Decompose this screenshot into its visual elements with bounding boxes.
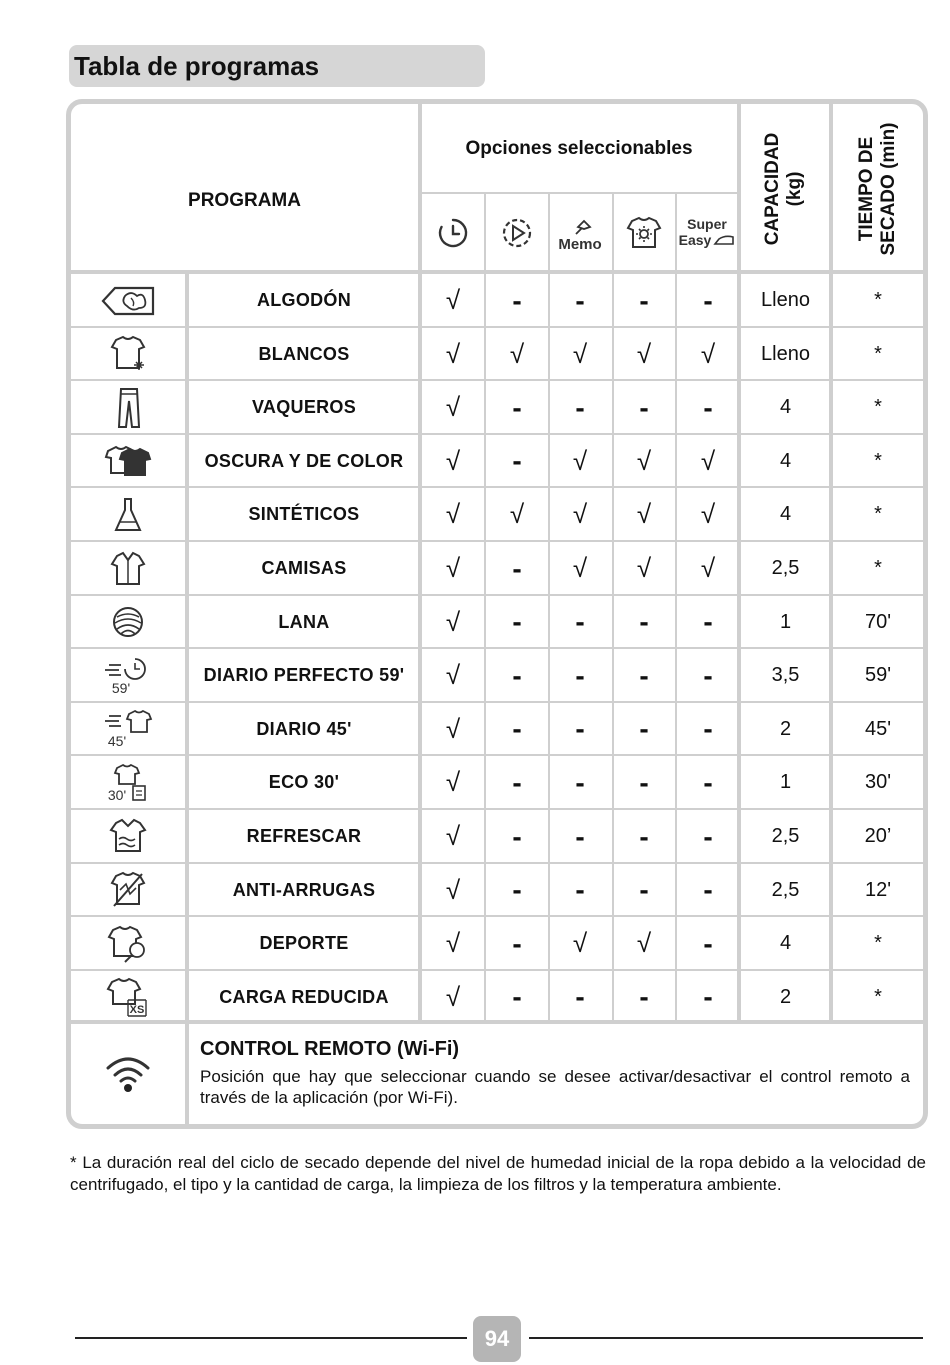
row-divider (71, 486, 923, 488)
dash-mark: - (703, 820, 713, 852)
capacity-value: 2,5 (771, 557, 800, 579)
capacity-value: 2 (779, 985, 792, 1008)
icon-label: 59' (111, 679, 131, 696)
check-mark: √ (572, 499, 588, 530)
program-row (71, 328, 923, 381)
dash-mark: - (575, 391, 585, 423)
drying-time-value: * (874, 503, 882, 526)
capacity-value: 2 (779, 717, 792, 740)
row-divider (71, 915, 923, 917)
icon-label: 30' (107, 786, 127, 803)
capacity-value: 4 (779, 503, 792, 526)
easy-label: Easy (678, 232, 712, 248)
program-name: CAMISAS (261, 558, 347, 578)
check-mark: √ (700, 338, 716, 369)
capacity-value: 2,5 (771, 878, 800, 901)
header-tiempo: TIEMPO DE SECADO (min) (856, 122, 899, 256)
row-divider (71, 862, 923, 864)
speed-45-icon (71, 703, 185, 756)
footer-rule-left (75, 1337, 467, 1339)
dash-mark: - (639, 606, 649, 638)
check-mark: √ (445, 981, 461, 1012)
dash-mark: - (575, 820, 585, 852)
dash-mark: - (639, 981, 649, 1013)
dash-mark: - (575, 284, 585, 316)
dash-mark: - (639, 713, 649, 745)
drying-time-value: * (874, 396, 882, 419)
check-mark: √ (445, 606, 461, 637)
program-row (71, 810, 923, 863)
drying-time-value: 59' (864, 664, 892, 687)
check-mark: √ (572, 338, 588, 369)
check-mark: √ (572, 928, 588, 959)
whites-shirt-icon (71, 328, 185, 381)
drying-time-value: 12' (864, 878, 892, 901)
check-mark: √ (445, 338, 461, 369)
program-row (71, 435, 923, 488)
program-row (71, 542, 923, 595)
dash-mark: - (512, 713, 522, 745)
capacity-value: Lleno (761, 289, 810, 311)
program-name: CARGA REDUCIDA (219, 986, 389, 1007)
program-name: DEPORTE (259, 933, 349, 954)
check-mark: √ (445, 928, 461, 959)
header-opciones: Opciones seleccionables (465, 138, 693, 159)
dash-mark: - (703, 391, 713, 423)
check-mark: √ (700, 445, 716, 476)
dash-mark: - (575, 874, 585, 906)
check-mark: √ (445, 285, 461, 315)
dark-clothes-icon (71, 435, 185, 488)
program-name: ECO 30' (268, 772, 340, 793)
speed-59-icon (71, 649, 185, 702)
row-divider (71, 701, 923, 703)
footer-rule-right (529, 1337, 923, 1339)
drying-time-value: 70' (864, 610, 892, 633)
drying-time-value: 20’ (864, 825, 892, 847)
capacity-value: 2,5 (771, 825, 800, 847)
dash-mark: - (512, 820, 522, 852)
check-mark: √ (445, 553, 461, 583)
memo-label: Memo (558, 236, 602, 253)
capacity-value: 4 (779, 396, 792, 419)
capacity-value: 3,5 (771, 664, 800, 687)
quick-start-icon (487, 195, 547, 271)
check-mark: √ (636, 445, 652, 476)
refresh-shirt-icon (71, 810, 185, 863)
program-row (71, 756, 923, 809)
dash-mark: - (575, 606, 585, 638)
program-name: BLANCOS (258, 343, 350, 364)
wifi-icon (71, 1024, 185, 1124)
section-title-bar (69, 45, 485, 87)
page-number: 94 (473, 1316, 521, 1362)
row-divider (71, 594, 923, 596)
dash-mark: - (512, 981, 522, 1013)
check-mark: √ (700, 499, 716, 530)
remote-title: CONTROL REMOTO (Wi-Fi) (200, 1038, 460, 1060)
check-mark: √ (636, 928, 652, 959)
program-name: SINTÉTICOS (248, 504, 360, 525)
check-mark: √ (509, 338, 525, 369)
eco-30-icon (71, 756, 185, 809)
icon-label: 45' (107, 733, 127, 750)
remote-description: Posición que hay que seleccionar cuando se desee activar/desactivar el control remoto a través de la aplicación (por Wi-Fi). (200, 1067, 910, 1107)
dash-mark: - (512, 284, 522, 316)
row-divider (71, 647, 923, 649)
program-row (71, 488, 923, 541)
dash-mark: - (512, 874, 522, 906)
cotton-tag-icon (71, 274, 185, 327)
row-divider (71, 808, 923, 810)
dash-mark: - (639, 820, 649, 852)
drying-time-value: * (874, 289, 882, 311)
anti-crease-icon (71, 864, 185, 917)
check-mark: √ (572, 553, 588, 583)
program-name: VAQUEROS (251, 397, 357, 418)
jeans-icon (71, 381, 185, 434)
drying-time-value: 30' (864, 771, 892, 794)
check-mark: √ (445, 660, 461, 691)
drying-time-value: * (874, 932, 882, 955)
dash-mark: - (703, 981, 713, 1013)
dash-mark: - (639, 284, 649, 316)
capacity-value: 4 (779, 932, 792, 955)
dash-mark: - (703, 284, 713, 316)
shirt-icon (71, 542, 185, 595)
program-name: DIARIO PERFECTO 59' (203, 665, 405, 686)
program-name: DIARIO 45' (256, 718, 352, 739)
small-load-icon (71, 971, 185, 1024)
program-row (71, 971, 923, 1024)
sport-icon (71, 917, 185, 970)
super-easy-iron-icon (677, 195, 737, 271)
program-row (71, 917, 923, 970)
drying-time-value: * (874, 557, 882, 579)
capacity-value: 1 (779, 771, 792, 794)
flask-icon (71, 488, 185, 541)
program-row (71, 864, 923, 917)
row-divider (71, 379, 923, 381)
check-mark: √ (700, 553, 716, 583)
check-mark: √ (509, 499, 525, 530)
program-name: ANTI-ARRUGAS (232, 879, 376, 900)
dash-mark: - (575, 766, 585, 798)
check-mark: √ (636, 499, 652, 530)
program-row (71, 596, 923, 649)
memo-pin-icon (550, 195, 610, 271)
program-name: LANA (278, 611, 330, 632)
program-name: OSCURA Y DE COLOR (204, 450, 404, 471)
dash-mark: - (703, 874, 713, 906)
shirt-sun-icon (614, 195, 674, 271)
divider (421, 192, 737, 194)
dash-mark: - (703, 606, 713, 638)
divider (71, 1020, 923, 1024)
header-programa: PROGRAMA (188, 190, 301, 211)
dash-mark: - (639, 659, 649, 691)
dash-mark: - (512, 927, 522, 959)
check-mark: √ (445, 392, 461, 423)
check-mark: √ (445, 874, 461, 905)
footnote: * La duración real del ciclo de secado depende del nivel de humedad inicial de la ropa debido a la velocidad de centrifugado, el tipo y la cantidad de carga, la limpieza de los filtros y la temperatura ambiente. (70, 1153, 926, 1194)
drying-time-value: 45' (864, 717, 892, 740)
dash-mark: - (639, 766, 649, 798)
dash-mark: - (639, 874, 649, 906)
dash-mark: - (703, 713, 713, 745)
program-row (71, 703, 923, 756)
check-mark: √ (445, 713, 461, 744)
dash-mark: - (512, 445, 522, 477)
row-divider (71, 969, 923, 971)
check-mark: √ (572, 445, 588, 476)
row-divider (71, 326, 923, 328)
clock-icon (423, 195, 483, 271)
dash-mark: - (703, 659, 713, 691)
program-row (71, 274, 923, 327)
dash-mark: - (703, 766, 713, 798)
dash-mark: - (512, 391, 522, 423)
drying-time-value: * (874, 342, 882, 365)
row-divider (71, 540, 923, 542)
dash-mark: - (512, 606, 522, 638)
check-mark: √ (445, 821, 461, 851)
dash-mark: - (575, 981, 585, 1013)
page-title: Tabla de programas (74, 51, 320, 81)
check-mark: √ (445, 499, 461, 530)
super-label: Super (687, 216, 727, 232)
dash-mark: - (512, 766, 522, 798)
row-divider (71, 433, 923, 435)
program-row (71, 649, 923, 702)
check-mark: √ (636, 553, 652, 583)
header-capacidad: CAPACIDAD (kg) (762, 132, 805, 246)
program-name: REFRESCAR (246, 826, 362, 846)
drying-time-value: * (874, 449, 882, 472)
check-mark: √ (445, 445, 461, 476)
program-row (71, 381, 923, 434)
drying-time-value: * (874, 985, 882, 1008)
dash-mark: - (639, 391, 649, 423)
dash-mark: - (575, 713, 585, 745)
check-mark: √ (445, 767, 461, 798)
dash-mark: - (512, 552, 522, 584)
program-name: ALGODÓN (256, 290, 352, 310)
dash-mark: - (575, 659, 585, 691)
capacity-value: Lleno (761, 342, 810, 365)
dash-mark: - (703, 927, 713, 959)
capacity-value: 1 (779, 610, 792, 633)
row-divider (71, 754, 923, 756)
icon-label: XS (129, 1004, 145, 1017)
check-mark: √ (636, 338, 652, 369)
dash-mark: - (512, 659, 522, 691)
capacity-value: 4 (779, 449, 792, 472)
wool-icon (71, 596, 185, 649)
